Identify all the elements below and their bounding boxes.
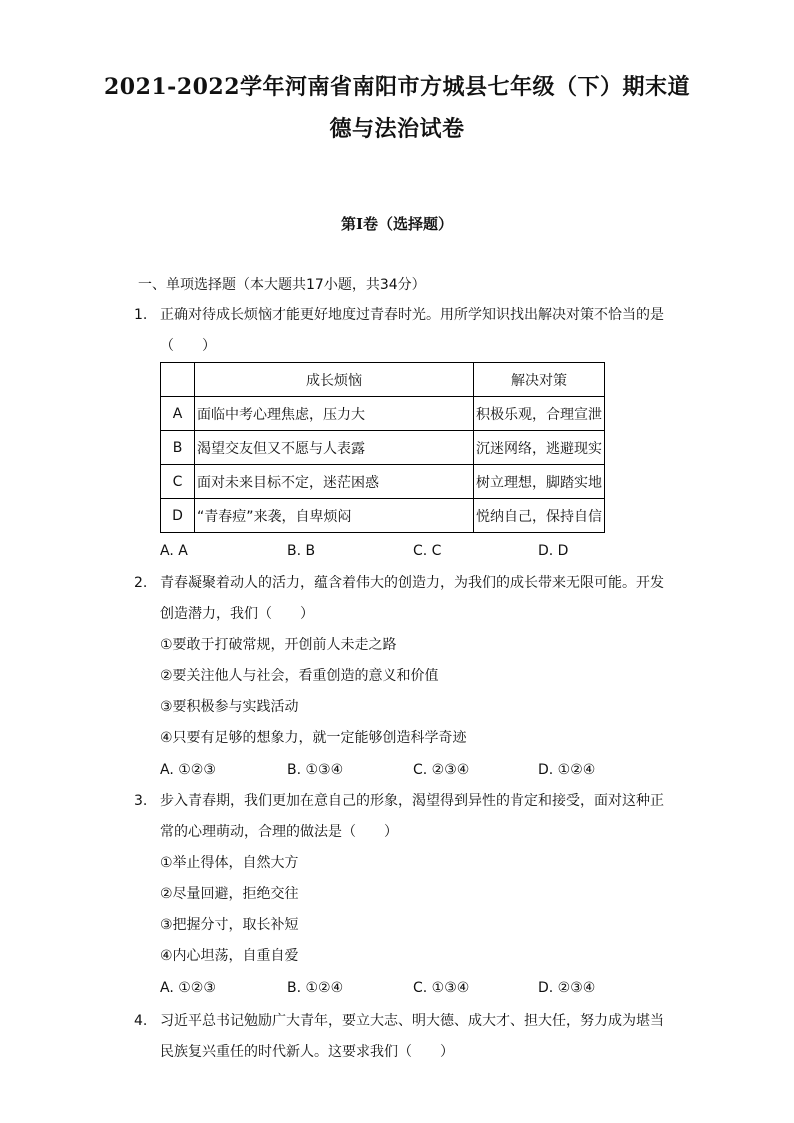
table-row bbox=[161, 431, 605, 465]
question-number: 1. bbox=[134, 307, 148, 323]
question-number: 4. bbox=[134, 1013, 148, 1029]
answer-option: C. C bbox=[413, 543, 442, 559]
table-cell: 面临中考心理焦虑，压力大 bbox=[195, 397, 474, 431]
question-text: 青春凝聚着动人的活力，蕴含着伟大的创造力，为我们的成长带来无限可能。开发 bbox=[160, 575, 664, 591]
answer-option: B. ①②④ bbox=[287, 980, 344, 996]
table-cell: 面对未来目标不定，迷茫困惑 bbox=[195, 465, 474, 499]
table-row bbox=[161, 397, 605, 431]
table-cell: 悦纳自己，保持自信 bbox=[474, 499, 605, 533]
question-text: 步入青春期，我们更加在意自己的形象，渴望得到异性的肯定和接受，面对这种正 bbox=[160, 793, 664, 809]
question-item: ①举止得体，自然大方 bbox=[160, 855, 299, 871]
question-text: （ ） bbox=[160, 338, 216, 354]
table-header-cell bbox=[161, 363, 195, 397]
question-text: 正确对待成长烦恼才能更好地度过青春时光。用所学知识找出解决对策不恰当的是 bbox=[160, 307, 664, 323]
question-text: 创造潜力，我们（ ） bbox=[160, 606, 314, 622]
question-item: ③要积极参与实践活动 bbox=[160, 699, 299, 715]
section-heading: 一、单项选择题（本大题共17小题，共34分） bbox=[138, 277, 426, 293]
answer-option: D. ②③④ bbox=[538, 980, 596, 996]
answer-option: A. ①②③ bbox=[160, 762, 216, 778]
table-row bbox=[161, 465, 605, 499]
table-cell: 沉迷网络，逃避现实 bbox=[474, 431, 605, 465]
table-header-row bbox=[161, 363, 605, 397]
answer-option: A. ①②③ bbox=[160, 980, 216, 996]
answer-option: B. B bbox=[287, 543, 316, 559]
question-item: ④内心坦荡，自重自爱 bbox=[160, 948, 299, 964]
question-text: 民族复兴重任的时代新人。这要求我们（ ） bbox=[160, 1044, 454, 1060]
question-table bbox=[160, 362, 605, 533]
table-header-cell: 解决对策 bbox=[474, 363, 605, 397]
table-cell: C bbox=[161, 465, 195, 499]
exam-title-line2: 德与法治试卷 bbox=[329, 116, 465, 142]
answer-option: C. ②③④ bbox=[413, 762, 470, 778]
answer-option: D. ①②④ bbox=[538, 762, 596, 778]
question-item: ②要关注他人与社会，看重创造的意义和价值 bbox=[160, 668, 439, 684]
answer-option: C. ①③④ bbox=[413, 980, 470, 996]
table-cell: 积极乐观，合理宣泄 bbox=[474, 397, 605, 431]
exam-title-line1: 2021-2022学年河南省南阳市方城县七年级（下）期末道 bbox=[103, 74, 691, 100]
table-cell: “青春痘”来袭，自卑烦闷 bbox=[195, 499, 474, 533]
table-cell: B bbox=[161, 431, 195, 465]
table-cell: 渴望交友但又不愿与人表露 bbox=[195, 431, 474, 465]
table-cell: D bbox=[161, 499, 195, 533]
question-item: ②尽量回避，拒绝交往 bbox=[160, 886, 299, 902]
answer-option: D. D bbox=[538, 543, 569, 559]
question-item: ④只要有足够的想象力，就一定能够创造科学奇迹 bbox=[160, 730, 467, 746]
answer-option: A. A bbox=[160, 543, 188, 559]
question-number: 3. bbox=[134, 793, 148, 809]
question-item: ③把握分寸，取长补短 bbox=[160, 917, 299, 933]
question-number: 2. bbox=[134, 575, 148, 591]
table-row bbox=[161, 499, 605, 533]
table-cell: 树立理想，脚踏实地 bbox=[474, 465, 605, 499]
question-item: ①要敢于打破常规，开创前人未走之路 bbox=[160, 637, 397, 653]
table-header-cell: 成长烦恼 bbox=[195, 363, 474, 397]
volume-heading: 第I卷（选择题） bbox=[340, 215, 454, 233]
answer-option: B. ①③④ bbox=[287, 762, 344, 778]
table-cell: A bbox=[161, 397, 195, 431]
question-text: 习近平总书记勉励广大青年，要立大志、明大德、成大才、担大任，努力成为堪当 bbox=[160, 1013, 664, 1029]
question-text: 常的心理萌动，合理的做法是（ ） bbox=[160, 824, 398, 840]
